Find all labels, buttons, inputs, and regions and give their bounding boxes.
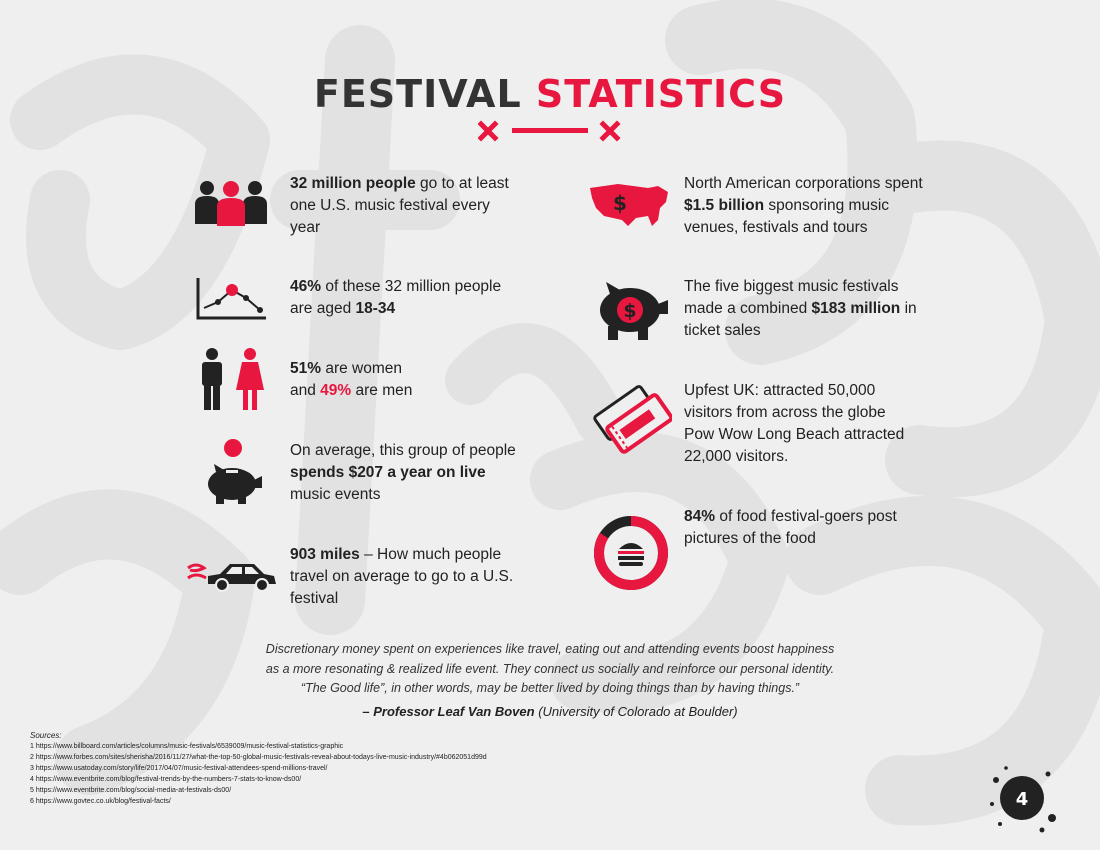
stat-age-text: of these 32 million people are aged [290, 278, 502, 317]
source-link-5[interactable]: 5 https://www.eventbrite.com/blog/social-media-at-festivals-ds00/ [30, 787, 232, 794]
stat-food-percent: 84% [684, 508, 716, 525]
page-number: 4 [1015, 789, 1029, 810]
stat-sponsorship-value: $1.5 billion [684, 197, 765, 214]
quote-author: – Professor Leaf Van Boven [362, 704, 535, 719]
stat-food-photos [684, 506, 914, 550]
stat-spending-text: music events [290, 486, 381, 503]
stat-gender [290, 358, 520, 402]
stat-festival-attendance [290, 173, 520, 239]
source-link-2[interactable]: 2 https://www.forbes.com/sites/sherisha/2016/11/27/what-the-top-50-global-music-festivals-reveal-about-todays-live-music-industry/#4b062051d99d [30, 754, 487, 761]
stat-spending-intro: On average, this group of people [290, 442, 516, 459]
title-divider [478, 120, 623, 142]
north-america-map-dollar-icon [588, 182, 674, 230]
stat-attendance-text: go to at least one U.S. music festival every year [290, 175, 509, 236]
page-number-badge [982, 758, 1062, 838]
sources-list [30, 730, 487, 807]
line-graph-icon [196, 276, 268, 320]
piggy-bank-dollar-icon [594, 280, 668, 342]
stat-men-percent: 49% [320, 382, 352, 399]
page-title [0, 72, 1100, 116]
title-part-statistics: STATISTICS [535, 72, 787, 116]
car-icon [186, 558, 278, 592]
stat-travel-distance [290, 544, 520, 610]
title-part-festival: FESTIVAL [313, 72, 536, 116]
stat-age-percent: 46% [290, 278, 322, 295]
stat-ticket-value: $183 million [811, 300, 901, 317]
stat-powwow-line2: 22,000 visitors. [684, 448, 789, 465]
stat-ticket-sales [684, 276, 924, 342]
stat-sponsorship-intro: North American corporations spent [684, 175, 923, 192]
piggy-bank-icon [204, 438, 262, 504]
stat-spending-value: spends $207 a year on live [290, 464, 486, 481]
stat-miles-value: 903 miles [290, 546, 360, 563]
stat-and-text: and [290, 382, 321, 399]
stat-visitor-counts [684, 380, 924, 468]
stat-spending [290, 440, 530, 506]
quote-affiliation: (University of Colorado at Boulder) [534, 704, 738, 719]
svg-text:$: $ [623, 300, 637, 322]
stat-food-text: of food festival-goers post pictures of the food [684, 508, 897, 547]
stat-sponsorship-text: sponsoring music venues, festivals and tours [684, 197, 890, 236]
stat-ticket-intro: The five biggest music festivals made a combined [684, 278, 899, 317]
burger-donut-chart-icon [593, 515, 669, 591]
source-link-4[interactable]: 4 https://www.eventbrite.com/blog/festival-trends-by-the-numbers-7-stats-to-know-ds00/ [30, 776, 302, 783]
stat-miles-text: – How much people travel on average to go to a U.S. festival [290, 546, 514, 607]
stat-ticket-text: in ticket sales [684, 300, 917, 339]
stat-upfest-line2: visitors from across the globe [684, 404, 886, 421]
people-group-icon [195, 180, 267, 226]
stat-age-range: 18-34 [355, 300, 396, 317]
quote-line-2: as a more resonating & realized life event. They connect us socially and reinforce our personal identity. [265, 661, 835, 676]
stat-upfest-line1: Upfest UK: attracted 50,000 [684, 382, 876, 399]
source-link-3[interactable]: 3 https://www.usatoday.com/story/life/2017/04/07/music-festival-attendees-spend-millions-travel/ [30, 765, 328, 772]
stat-sponsorship [684, 173, 924, 239]
happiness-quote [180, 640, 920, 699]
sources-heading: Sources: [30, 731, 62, 740]
stat-women-percent: 51% [290, 360, 322, 377]
stat-powwow-line1: Pow Wow Long Beach attracted [684, 426, 905, 443]
quote-line-1: Discretionary money spent on experiences like travel, eating out and attending events boost happiness [265, 642, 835, 656]
quote-attribution [180, 704, 920, 719]
source-link-1[interactable]: 1 https://www.billboard.com/articles/columns/music-festivals/6539009/music-festival-statistics-graphic [30, 743, 344, 750]
stat-women-text: are women [321, 360, 403, 377]
stat-age-group [290, 276, 520, 320]
stat-attendance-value: 32 million people [290, 175, 416, 192]
svg-text:$: $ [613, 191, 627, 215]
quote-line-3: “The Good life”, in other words, may be better lived by doing things than by having things.” [300, 681, 800, 695]
stat-men-text: are men [351, 382, 413, 399]
man-woman-icon [198, 348, 266, 410]
source-link-6[interactable]: 6 https://www.govtec.co.uk/blog/festival-facts/ [30, 798, 171, 805]
tickets-icon [592, 382, 672, 458]
